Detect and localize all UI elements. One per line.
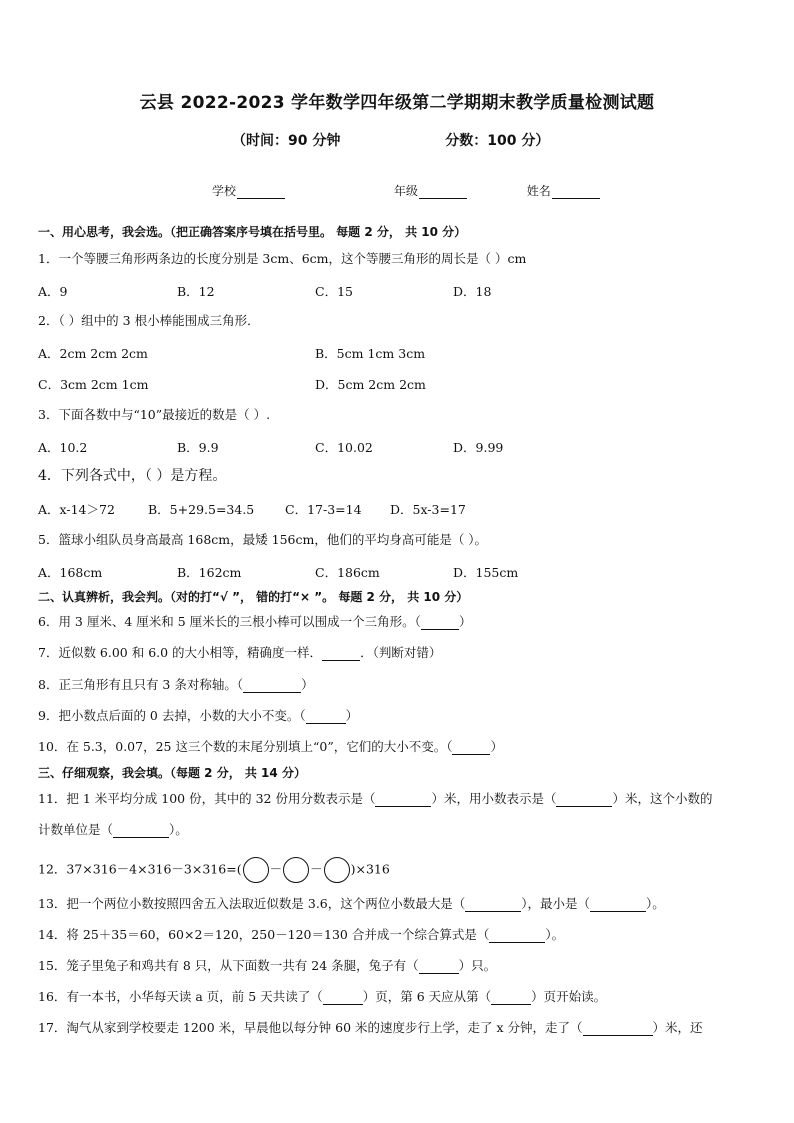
q2-option-b[interactable]: B．5cm 1cm 3cm <box>315 346 426 361</box>
q13-blank-min[interactable] <box>590 898 646 912</box>
question-8 <box>38 677 314 693</box>
school-field <box>212 182 285 199</box>
q11-blank-unit[interactable] <box>113 824 169 838</box>
q4-option-d[interactable]: D．5x-3=17 <box>390 502 466 517</box>
question-12 <box>38 857 390 883</box>
q8-answer-blank[interactable] <box>243 679 301 693</box>
q13-text-b: ），最小是（ <box>521 896 591 911</box>
q5-option-a[interactable]: A．168cm <box>38 565 103 580</box>
q12-text-a: 12．37×316－4×316－3×316=( <box>38 861 242 877</box>
q11-text-a: 11．把 1 米平均分成 100 份，其中的 32 份用分数表示是（ <box>38 791 376 806</box>
question-5: 5．篮球小组队员身高最高 168cm，最矮 156cm，他们的平均身高可能是（ ）。 <box>38 532 488 547</box>
q11-text-b: ）米，用小数表示是（ <box>431 791 557 806</box>
q5-option-d[interactable]: D．155cm <box>453 565 519 580</box>
q15-text-a: 15．笼子里兔子和鸡共有 8 只，从下面数一共有 24 条腿，兔子有（ <box>38 958 419 973</box>
q7-answer-blank[interactable] <box>322 647 360 661</box>
class-label: 年级 <box>393 184 418 198</box>
exam-subtitle <box>232 130 549 150</box>
page-title: 云县 2022-2023 学年数学四年级第二学期期末教学质量检测试题 <box>139 93 655 113</box>
q12-text-b: )×316 <box>350 861 390 877</box>
q14-text-b: ）。 <box>545 927 565 942</box>
q9-end: ） <box>345 708 359 723</box>
q4-option-a[interactable]: A．x-14＞72 <box>38 502 115 517</box>
name-field <box>527 182 600 199</box>
q8-end: ） <box>301 677 314 692</box>
question-16 <box>38 989 606 1005</box>
question-10 <box>38 739 503 755</box>
q16-blank-start[interactable] <box>491 991 531 1005</box>
question-1: 1．一个等腰三角形两条边的长度分别是 3cm、6cm，这个等腰三角形的周长是（ ）cm <box>38 251 527 266</box>
q3-option-a[interactable]: A．10.2 <box>38 440 88 455</box>
q13-blank-max[interactable] <box>465 898 521 912</box>
q1-option-d[interactable]: D．18 <box>453 284 492 299</box>
q2-option-d[interactable]: D．5cm 2cm 2cm <box>315 377 426 392</box>
question-14 <box>38 927 564 943</box>
q13-text-c: ）。 <box>646 896 665 911</box>
q3-option-b[interactable]: B．9.9 <box>177 440 219 455</box>
question-6 <box>38 614 471 630</box>
question-4: 4．下列各式中，（ ）是方程。 <box>38 468 227 484</box>
q17-text-b: ）米，还 <box>652 1020 703 1035</box>
q2-option-a[interactable]: A．2cm 2cm 2cm <box>38 346 148 361</box>
q1-option-b[interactable]: B．12 <box>177 284 215 299</box>
q14-text-a: 14．将 25＋35＝60，60×2＝120，250－120＝130 合并成一个综合算式是（ <box>38 927 490 942</box>
q11-text-e: ）。 <box>169 822 188 837</box>
q7-text: 7．近似数 6.00 和 6.0 的大小相等，精确度一样． <box>38 645 323 660</box>
q11-blank-fraction[interactable] <box>375 793 431 807</box>
q6-answer-blank[interactable] <box>421 616 459 630</box>
question-15 <box>38 958 496 974</box>
question-11-line-2 <box>38 822 188 838</box>
q6-text: 6．用 3 厘米、4 厘米和 5 厘米长的三根小棒可以围成一个三角形。（ <box>38 614 421 629</box>
question-3: 3．下面各数中与“10”最接近的数是（ ）. <box>38 407 271 422</box>
q7-end: ．（判断对错） <box>360 645 442 660</box>
q6-end: ） <box>458 614 472 629</box>
q12-circle-3[interactable] <box>324 857 350 883</box>
question-9 <box>38 708 358 724</box>
q16-blank-pages[interactable] <box>323 991 363 1005</box>
name-label: 姓名 <box>526 184 551 198</box>
q14-blank[interactable] <box>489 929 545 943</box>
exam-score: 分数：100 分） <box>445 133 550 149</box>
class-field <box>394 182 467 199</box>
q12-op-2: － <box>310 861 323 877</box>
school-label: 学校 <box>212 184 237 198</box>
section-2-heading: 二、认真辨析，我会判。（对的打“√ ”， 错的打“× ”。 每题 2 分， 共 10 分） <box>38 590 469 604</box>
school-blank[interactable] <box>237 186 285 199</box>
q11-blank-decimal[interactable] <box>556 793 612 807</box>
q5-option-c[interactable]: C．186cm <box>315 565 380 580</box>
q10-end: ） <box>490 739 503 754</box>
q13-text-a: 13．把一个两位小数按照四舍五入法取近似数是 3.6，这个两位小数最大是（ <box>38 896 466 911</box>
exam-time: （时间：90 分钟 <box>232 133 341 149</box>
q11-text-d: 计数单位是（ <box>38 822 114 837</box>
q8-text: 8．正三角形有且只有 3 条对称轴。（ <box>38 677 244 692</box>
q17-text-a: 17．淘气从家到学校要走 1200 米，早晨他以每分钟 60 米的速度步行上学，走了 x 分钟，走了（ <box>38 1020 583 1035</box>
q12-circle-1[interactable] <box>243 857 269 883</box>
q16-text-b: ）页，第 6 天应从第（ <box>362 989 492 1004</box>
q1-option-a[interactable]: A．9 <box>38 284 68 299</box>
q10-answer-blank[interactable] <box>452 741 490 755</box>
question-13 <box>38 896 665 912</box>
q10-text: 10．在 5.3，0.07，25 这三个数的末尾分别填上“0”，它们的大小不变。（ <box>38 739 453 754</box>
q15-blank[interactable] <box>419 960 459 974</box>
q4-option-c[interactable]: C．17-3=14 <box>285 502 362 517</box>
q9-text: 9．把小数点后面的 0 去掉，小数的大小不变。（ <box>38 708 306 723</box>
name-blank[interactable] <box>552 186 600 199</box>
question-2: 2．（ ）组中的 3 根小棒能围成三角形． <box>38 313 260 328</box>
section-1-heading: 一、用心思考，我会选。（把正确答案序号填在括号里。 每题 2 分， 共 10 分） <box>38 225 467 239</box>
q16-text-a: 16．有一本书，小华每天读 a 页，前 5 天共读了（ <box>38 989 323 1004</box>
q17-blank[interactable] <box>583 1022 653 1036</box>
q9-answer-blank[interactable] <box>306 710 346 724</box>
question-17 <box>38 1020 703 1036</box>
q3-option-d[interactable]: D．9.99 <box>453 440 504 455</box>
q2-option-c[interactable]: C．3cm 2cm 1cm <box>38 377 149 392</box>
q16-text-c: ）页开始读。 <box>531 989 607 1004</box>
q12-op-1: － <box>269 861 283 877</box>
section-3-heading: 三、仔细观察，我会填。（每题 2 分， 共 14 分） <box>38 766 306 780</box>
q3-option-c[interactable]: C．10.02 <box>315 440 373 455</box>
q12-circle-2[interactable] <box>283 857 309 883</box>
class-blank[interactable] <box>419 186 467 199</box>
q11-text-c: ）米，这个小数的 <box>612 791 713 806</box>
q15-text-b: ）只。 <box>458 958 497 973</box>
student-info <box>212 182 600 199</box>
q4-option-b[interactable]: B．5+29.5=34.5 <box>148 502 255 517</box>
question-7 <box>38 645 441 661</box>
question-11-line-1 <box>38 791 713 807</box>
q5-option-b[interactable]: B．162cm <box>177 565 242 580</box>
q1-option-c[interactable]: C．15 <box>315 284 353 299</box>
